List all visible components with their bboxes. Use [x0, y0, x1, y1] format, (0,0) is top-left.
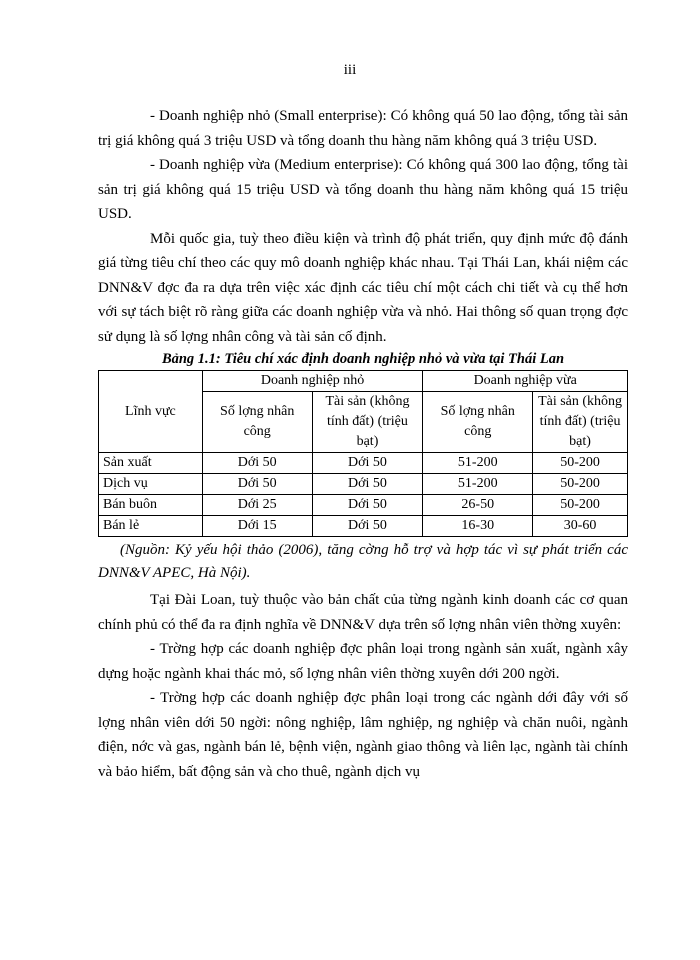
page-number: iii — [343, 62, 357, 78]
paragraph-small-enterprise: - Doanh nghiệp nhỏ (Small enterprise): Có không quá 50 lao động, tổng tài sản trị giá không quá 3 triệu USD và tổng doanh thu hàng năm không quá 3 triệu USD. — [98, 108, 628, 149]
table-cell: 50-200 — [533, 474, 628, 495]
header-medium-labor: Số lợng nhân công — [423, 392, 533, 453]
header-small-enterprise: Doanh nghiệp nhỏ — [202, 371, 423, 392]
paragraph-thailand-intro: Mỗi quốc gia, tuỳ theo điều kiện và trình độ phát triển, quy định mức độ đánh giá từng tiêu chí theo các quy mô doanh nghiệp khác nhau. Tại Thái Lan, khái niệm các DNN&V đợc đa ra dựa trên việc xác định các tiêu chí một cách chi tiết và cụ thể hơn với sự tách biệt rõ ràng giữa các doanh nghiệp vừa và nhỏ. Hai thông số quan trọng đợc sử dụng là số lợng nhân công và tài sản cố định. — [98, 230, 628, 345]
table-cell: Dới 50 — [312, 474, 423, 495]
header-medium-enterprise: Doanh nghiệp vừa — [423, 371, 628, 392]
header-small-assets: Tài sản (không tính đất) (triệu bạt) — [312, 392, 423, 453]
table-cell: Sản xuất — [99, 453, 203, 474]
table-row — [99, 516, 628, 537]
table-row — [99, 495, 628, 516]
paragraph-taiwan-manufacturing: - Trờng hợp các doanh nghiệp đợc phân loại trong ngành sản xuất, ngành xây dựng hoặc ngành khai thác mỏ, số lợng nhân viên thờng xuyên dới 200 ngời. — [98, 641, 628, 682]
table-cell: 16-30 — [423, 516, 533, 537]
table-row — [99, 453, 628, 474]
table-cell: Dới 50 — [312, 495, 423, 516]
table-row — [99, 474, 628, 495]
table-cell: Dới 25 — [202, 495, 312, 516]
table-cell: Dịch vụ — [99, 474, 203, 495]
table-cell: 51-200 — [423, 474, 533, 495]
paragraph-taiwan-other-sectors: - Trờng hợp các doanh nghiệp đợc phân loại trong các ngành dới đây với số lợng nhân viên dới 50 ngời: nông nghiệp, lâm nghiệp, ng nghiệp và chăn nuôi, ngành điện, nớc và gas, ngành bán lẻ, bệnh viện, ngành giao thông và liên lạc, ngành tài chính và bảo hiểm, bất động sản và cho thuê, ngành dịch vụ — [98, 690, 628, 780]
table-source: (Nguồn: Kỷ yếu hội thảo (2006), tăng cờng hỗ trợ và hợp tác vì sự phát triển các DNN&V APEC, Hà Nội). — [98, 542, 628, 581]
header-field: Lĩnh vực — [99, 371, 203, 453]
document-body — [98, 104, 628, 784]
table-cell: Dới 50 — [312, 453, 423, 474]
header-small-labor: Số lợng nhân công — [202, 392, 312, 453]
table-caption: Bảng 1.1: Tiêu chí xác định doanh nghiệp nhỏ và vừa tại Thái Lan — [161, 351, 565, 367]
header-medium-assets: Tài sản (không tính đất) (triệu bạt) — [533, 392, 628, 453]
paragraph-taiwan-intro: Tại Đài Loan, tuỳ thuộc vào bản chất của từng ngành kinh doanh các cơ quan chính phủ có thể đa ra định nghĩa về DNN&V dựa trên số lợng nhân viên thờng xuyên: — [98, 592, 628, 633]
table-cell: 51-200 — [423, 453, 533, 474]
table-cell: Dới 50 — [202, 474, 312, 495]
table-cell: Dới 50 — [312, 516, 423, 537]
table-cell: 50-200 — [533, 495, 628, 516]
table-cell: Bán lẻ — [99, 516, 203, 537]
criteria-table — [98, 370, 628, 537]
table-cell: Dới 15 — [202, 516, 312, 537]
table-cell: 26-50 — [423, 495, 533, 516]
table-cell: 30-60 — [533, 516, 628, 537]
table-header-row — [99, 371, 628, 392]
table-cell: 50-200 — [533, 453, 628, 474]
table-cell: Bán buôn — [99, 495, 203, 516]
table-cell: Dới 50 — [202, 453, 312, 474]
paragraph-medium-enterprise: - Doanh nghiệp vừa (Medium enterprise): Có không quá 300 lao động, tổng tài sản trị giá không quá 15 triệu USD và tổng doanh thu hàng năm không quá 15 triệu USD. — [98, 157, 628, 222]
